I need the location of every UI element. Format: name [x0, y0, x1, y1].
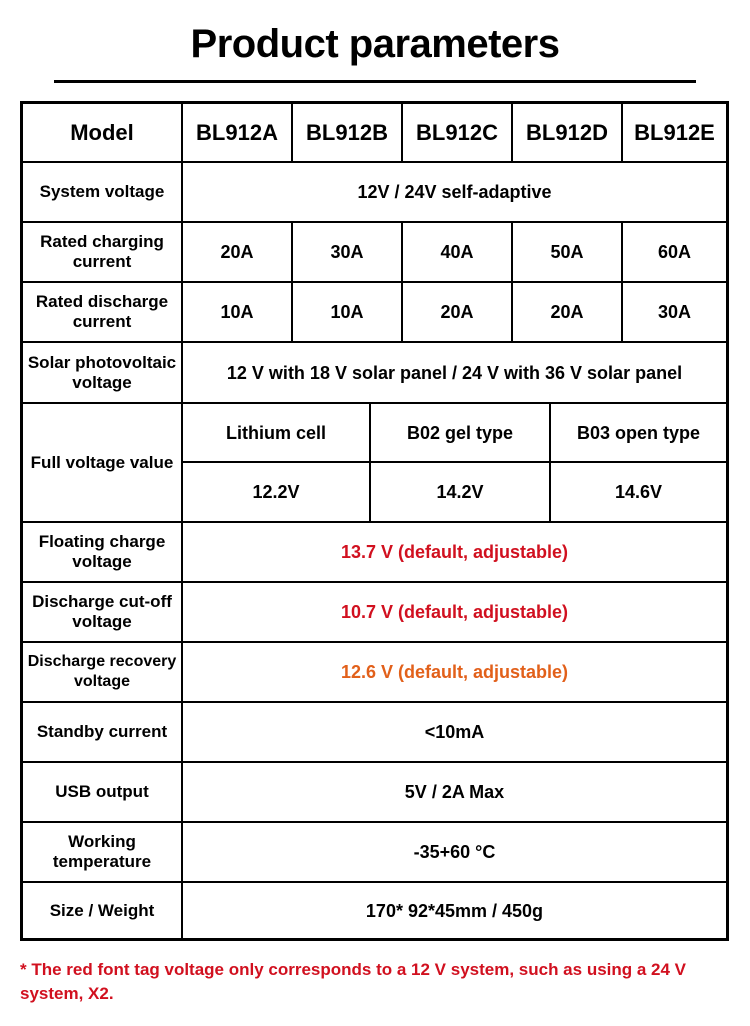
working-temperature-label: Working temperature	[52, 832, 152, 871]
standby-current-label: Standby current	[36, 722, 168, 741]
full-voltage-gel: 14.2V	[436, 482, 484, 502]
system-voltage-value: 12V / 24V self-adaptive	[357, 182, 552, 202]
model-bl912c: BL912C	[416, 119, 498, 145]
discharge-current-bl912e: 30A	[657, 302, 692, 322]
discharge-current-bl912a: 10A	[220, 302, 254, 322]
page-title: Product parameters	[190, 22, 560, 66]
battery-type-gel: B02 gel type	[406, 422, 514, 443]
parameters-table	[20, 101, 729, 941]
discharge-cutoff-label: Discharge cut-off voltage	[32, 592, 172, 631]
size-weight-value: 170* 92*45mm / 450g	[365, 900, 544, 921]
system-voltage-label: System voltage	[39, 182, 165, 201]
working-temperature-value: -35+60 °C	[413, 842, 496, 862]
discharge-recovery-label: Discharge recovery voltage	[27, 653, 177, 690]
model-bl912b: BL912B	[306, 119, 388, 145]
battery-type-open: B03 open type	[576, 422, 701, 443]
solar-pv-voltage-label: Solar photovoltaic voltage	[27, 352, 177, 392]
model-bl912e: BL912E	[634, 119, 715, 145]
full-voltage-open: 14.6V	[614, 482, 663, 502]
full-voltage-lithium: 12.2V	[252, 482, 300, 502]
discharge-current-bl912d: 20A	[550, 302, 584, 322]
charging-current-bl912b: 30A	[330, 242, 364, 262]
usb-output-value: 5V / 2A Max	[404, 782, 505, 802]
charging-current-bl912d: 50A	[550, 242, 584, 262]
charging-current-bl912e: 60A	[657, 242, 692, 262]
discharge-current-bl912b: 10A	[330, 302, 364, 322]
discharge-cutoff-value: 10.7 V (default, adjustable)	[340, 602, 569, 622]
title-underline	[54, 80, 696, 83]
floating-charge-value: 13.7 V (default, adjustable)	[340, 542, 569, 562]
footnote: * The red font tag voltage only corresponds to a 12 V system, such as using a 24 V system, X2.	[20, 960, 687, 1003]
standby-current-value: <10mA	[424, 722, 485, 742]
discharge-current-bl912c: 20A	[440, 302, 474, 322]
rated-discharge-current-label: Rated discharge current	[35, 292, 169, 331]
model-bl912d: BL912D	[526, 119, 608, 145]
rated-charging-current-label: Rated charging current	[40, 232, 164, 271]
charging-current-bl912c: 40A	[440, 242, 474, 262]
size-weight-label: Size / Weight	[49, 900, 155, 920]
full-voltage-label: Full voltage value	[30, 452, 174, 472]
model-bl912a: BL912A	[196, 119, 278, 145]
model-header-label: Model	[70, 119, 134, 145]
discharge-recovery-value: 12.6 V (default, adjustable)	[340, 662, 569, 682]
solar-pv-voltage-value: 12 V with 18 V solar panel / 24 V with 36 V solar panel	[226, 362, 683, 383]
floating-charge-label: Floating charge voltage	[38, 532, 166, 571]
charging-current-bl912a: 20A	[220, 242, 254, 262]
battery-type-lithium: Lithium cell	[225, 422, 326, 443]
usb-output-label: USB output	[55, 782, 149, 801]
